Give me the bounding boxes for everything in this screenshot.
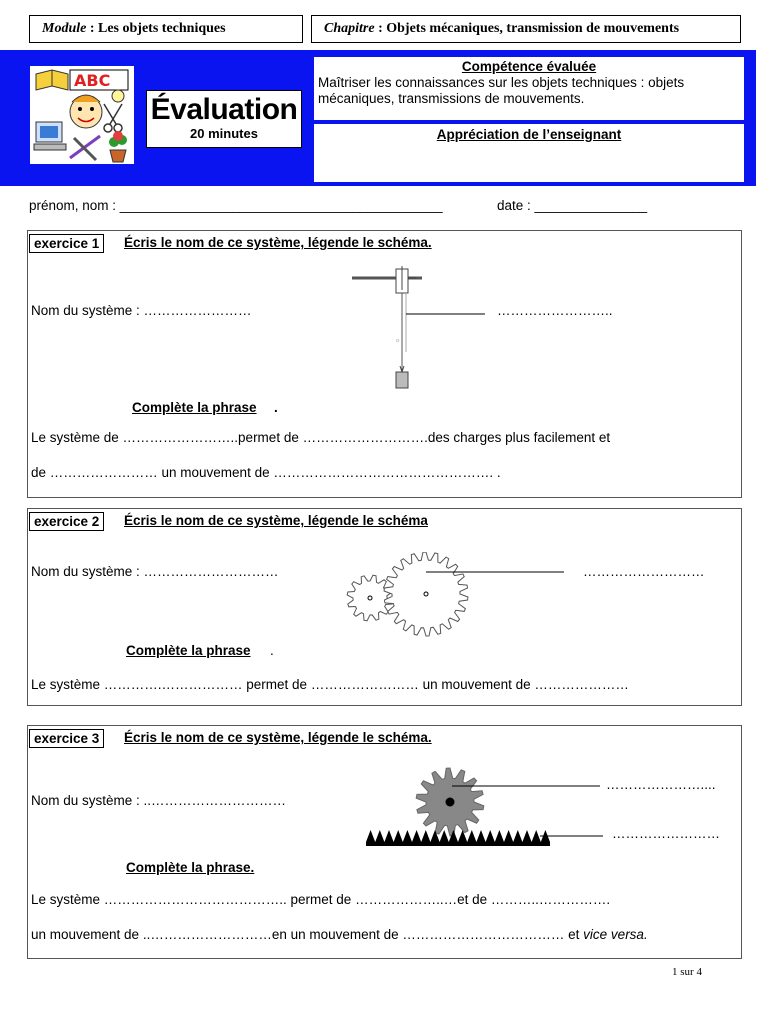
exercise-1-legend[interactable]: …………………….. — [497, 303, 613, 318]
logo-text: ABC — [74, 71, 111, 90]
exercise-2-system-name[interactable]: Nom du système : ………………………… — [31, 564, 279, 579]
svg-text:☼: ☼ — [395, 338, 401, 344]
exercise-1-complete-heading: Complète la phrase — [132, 400, 257, 415]
exercise-3-legend-2[interactable]: …………………… — [612, 826, 720, 841]
module-box — [29, 15, 303, 43]
exercise-3-complete-heading: Complète la phrase. — [126, 860, 255, 875]
page-number: 1 sur 4 — [672, 966, 702, 978]
appreciation-title: Appréciation de l’enseignant — [436, 127, 622, 142]
competence-title: Compétence évaluée — [461, 59, 597, 74]
exercise-1-sentence-2[interactable]: de …………………… un mouvement de …………………………………………. . — [31, 465, 501, 480]
exercise-3-title: Écris le nom de ce système, légende le schéma. — [124, 730, 432, 745]
exercise-3-tag: exercice 3 — [29, 729, 104, 748]
exercise-2-title: Écris le nom de ce système, légende le schéma — [124, 513, 428, 528]
exercise-1-tag: exercice 1 — [29, 234, 104, 253]
gears-diagram — [338, 552, 578, 642]
module-label: Module — [42, 21, 87, 36]
winch-diagram — [340, 262, 500, 392]
exercise-1-system-name[interactable]: Nom du système : …………………… — [31, 303, 252, 318]
exercise-1-complete-dot: . — [274, 400, 278, 415]
exercise-2-complete-heading: Complète la phrase — [126, 643, 251, 658]
clipart-icon — [30, 66, 134, 164]
exercise-3-sentence-2[interactable]: un mouvement de ..………………………en un mouvement de ……………………………… et vice versa. — [31, 927, 648, 942]
exercise-2-sentence-1[interactable]: Le système ………….……………… permet de …………………… un mouvement de ………………… — [31, 677, 629, 692]
name-field[interactable]: prénom, nom : ___________________________________________ — [29, 198, 443, 213]
evaluation-duration: 20 minutes — [190, 126, 258, 141]
chapitre-box — [311, 15, 741, 43]
rack-shape — [366, 830, 550, 846]
chapitre-value: : Objets mécaniques, transmission de mouvements — [374, 21, 680, 36]
exercise-3-system-name[interactable]: Nom du système : ..………………………… — [31, 793, 287, 808]
exercise-2-legend[interactable]: ……………………… — [583, 564, 705, 579]
pinion-shape-axle — [446, 798, 454, 806]
competence-box — [314, 57, 744, 120]
exercise-3-sentence-1[interactable]: Le système ………………………………….. permet de ………………..…et de ………..……………. — [31, 892, 611, 907]
module-value: : Les objets techniques — [86, 21, 226, 36]
evaluation-title: Évaluation — [150, 93, 298, 126]
exercise-1-title: Écris le nom de ce système, légende le schéma. — [124, 235, 432, 250]
exercise-2-complete-dot: . — [270, 643, 274, 658]
large-gear-shape — [384, 552, 468, 636]
rack-pinion-diagram — [360, 766, 610, 848]
exercise-1-sentence-1[interactable]: Le système de ……………………..permet de ……………………….des charges plus facilement et — [31, 430, 611, 445]
appreciation-box — [314, 124, 744, 182]
exercise-3-legend-1[interactable]: ………………….... — [606, 777, 716, 792]
chapitre-label: Chapitre — [324, 21, 375, 36]
exercise-2-tag: exercice 2 — [29, 512, 104, 531]
logo-clipart — [30, 66, 134, 164]
date-field[interactable]: date : _______________ — [497, 198, 648, 213]
competence-text: Maîtriser les connaissances sur les objets techniques : objets mécaniques, transmissions de mouvements. — [318, 75, 685, 106]
evaluation-box — [146, 90, 302, 148]
small-gear-shape — [347, 575, 393, 621]
